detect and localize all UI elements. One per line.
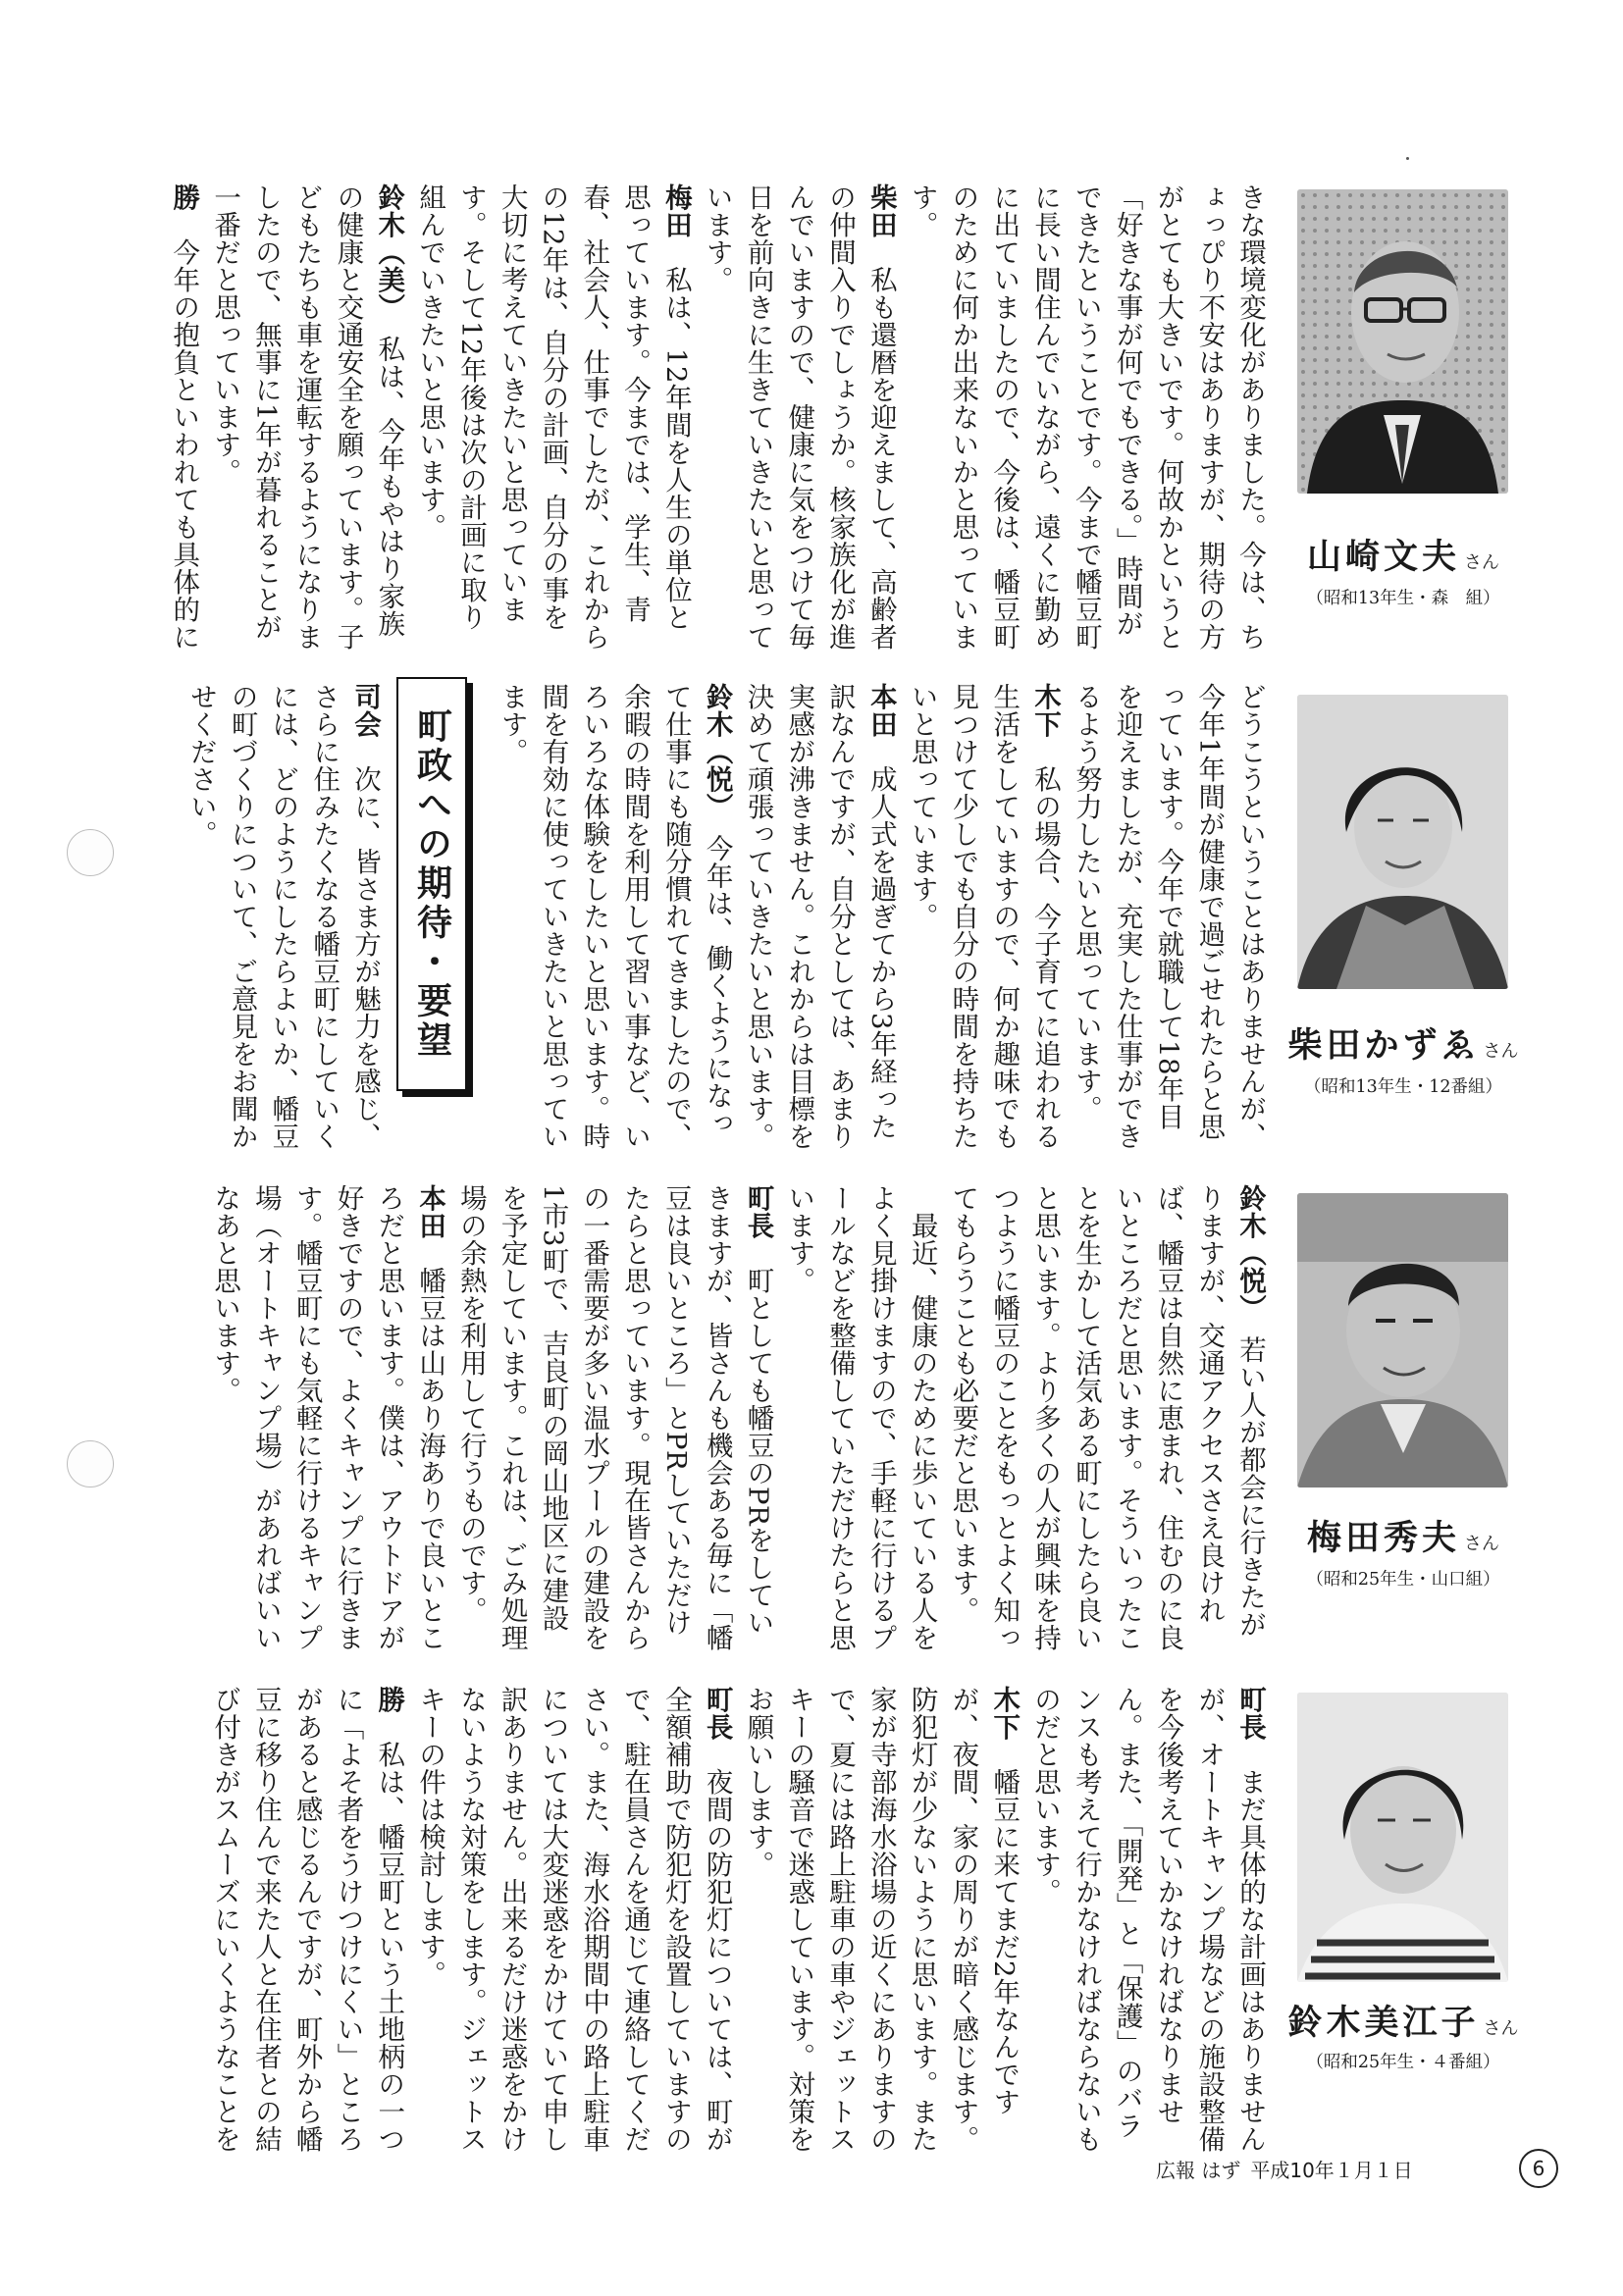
paragraph: 鈴木（悦） 今年は、働くようになって仕事にも随分慣れてきましたので、余暇の時間を利用して習い事など、いろいろな体験をしたいと思います。時間を有効に使っていきたいと思っています。	[496, 683, 733, 1150]
portrait-photo	[1297, 695, 1508, 989]
speaker-label: 柴田	[864, 183, 897, 238]
speaker-label: 勝	[168, 183, 200, 211]
speaker-label: 町長	[701, 1686, 733, 1741]
speaker-label: 町長	[742, 1184, 774, 1239]
publication-name: 広報 はず	[1156, 2159, 1241, 2182]
speaker-label: 司会	[349, 683, 381, 738]
speaker-label: 木下	[1029, 683, 1062, 738]
section-heading: 町政への期待・要望	[396, 677, 467, 1091]
paragraph: 町長 まだ具体的な計画はありませんが、オートキャンプ場などの施設整備を今後考えていかなければなりません。また、「開発」と「保護」のバランスも考えて行かなければならないものだと思います。	[1029, 1686, 1266, 2153]
speaker-label: 本田	[414, 1184, 446, 1239]
page-footer	[1156, 2155, 1413, 2183]
speaker-label: 町長	[1234, 1686, 1266, 1741]
punch-hole	[67, 1440, 114, 1487]
article-text	[139, 683, 385, 1152]
portrait-photo	[1297, 189, 1508, 494]
article-text	[139, 1686, 1270, 2159]
paragraph: 本田 幡豆は山あり海ありで良いところだと思います。僕は、アウトドアが好きですので、よくキャンプに行きます。幡豆町にも気軽に行けるキャンプ場（オートキャンプ場）があればいいなあと思います。	[209, 1184, 446, 1651]
speaker-label: 鈴木（悦）	[701, 683, 733, 808]
decoration	[1406, 157, 1409, 160]
paragraph: 鈴木（悦） 若い人が都会に行きたがりますが、交通アクセスさえ良ければ、幡豆は自然に恵まれ、住むのに良いところだと思います。そういったことを生かして活気ある町にしたら良いと思います。より多くの人が興味を持つように幡豆のことをもっとよく知ってもらうことも必要だと思います。	[947, 1184, 1266, 1651]
paragraph: 町長 町としても幡豆のPRをしていきますが、皆さんも機会ある毎に「幡豆は良いところ」とPRしていただけたらと思っています。現在皆さんからの一番需要が多い温水プールの建設を1市3町で、吉良町の岡山地区に建設を予定しています。これは、ごみ処理場の余熱を利用して行うものです。	[454, 1184, 774, 1651]
speaker-label: 本田	[864, 683, 897, 738]
paragraph: 本田 成人式を過ぎてから3年経った訳なんですが、自分としては、あまり実感が沸きません。これからは目標を決めて頑張っていきたいと思います。	[742, 683, 897, 1150]
issue-date: 平成10年１月１日	[1250, 2159, 1413, 2182]
paragraph: きな環境変化がありました。今は、ちょっぴり不安はありますが、期待の方がとても大きいです。何故かというと「好きな事が何でもできる。」時間ができたということです。今まで幡豆町に長い間住んでいながら、遠くに勤めに出ていましたので、今後は、幡豆町のために何か出来ないかと思っています。	[906, 183, 1266, 651]
paragraph: どうこうということはありませんが、今年1年間が健康で過ごせれたらと思っています。今年で就職して18年目を迎えましたが、充実した仕事ができるよう努力したいと思っています。	[1070, 683, 1266, 1150]
speaker-label: 鈴木（美）	[373, 183, 405, 308]
speaker-label: 鈴木（悦）	[1234, 1184, 1266, 1309]
speaker-label: 木下	[988, 1686, 1021, 1741]
person-name: 梅田秀夫 さん	[1306, 1519, 1499, 1558]
paragraph: 最近、健康のために歩いている人をよく見掛けますので、手軽に行けるプールなどを整備していただけたらと思います。	[783, 1184, 938, 1651]
person-info: （昭和25年生・山口組）	[1306, 1570, 1500, 1590]
person-name: 鈴木美江子 さん	[1287, 2004, 1519, 2043]
paragraph: 木下 私の場合、今子育てに追われる生活をしていますので、何か趣味でも見つけて少しでも自分の時間を持ちたいと思っています。	[906, 683, 1062, 1150]
person-info: （昭和13年生・12番組）	[1303, 1077, 1503, 1097]
portrait-photo	[1297, 1693, 1508, 1982]
person-info: （昭和13年生・森 組）	[1306, 589, 1500, 608]
person-info: （昭和25年生・４番組）	[1306, 2053, 1500, 2072]
punch-hole	[67, 829, 114, 876]
article-text	[139, 183, 1270, 652]
person-name: 柴田かずゑ さん	[1287, 1026, 1519, 1066]
paragraph: 町長 夜間の防犯灯については、町が全額補助で防犯灯を設置していますので、駐在員さんを通じて連絡してください。また、海水浴期間中の路上駐車については大変迷惑をかけていて申し訳ありません。出来るだけ迷惑をかけないような対策をします。ジェットスキーの件は検討します。	[414, 1686, 733, 2153]
speaker-label: 梅田	[659, 183, 692, 238]
speaker-label: 勝	[373, 1686, 405, 1713]
paragraph: 柴田 私も還暦を迎えまして、高齢者の仲間入りでしょうか。核家族化が進んでいますので、健康に気をつけて毎日を前向きに生きていきたいと思っています。	[701, 183, 897, 651]
paragraph: 梅田 私は、12年間を人生の単位と思っています。今までは、学生、青春、社会人、仕事でしたが、これからの12年は、自分の計画、自分の事を大切に考えていきたいと思っています。そして12年後は次の計画に取り組んでいきたいと思います。	[414, 183, 692, 651]
article-text	[139, 1184, 1270, 1653]
paragraph: 木下 幡豆に来てまだ2年なんですが、夜間、家の周りが暗く感じます。防犯灯が少ないように思います。また家が寺部海水浴場の近くにありますので、夏には路上駐車の車やジェットスキーの騒音で迷惑しています。対策をお願いします。	[742, 1686, 1021, 2153]
person-name: 山崎文夫 さん	[1306, 538, 1499, 577]
paragraph: 司会 次に、皆さま方が魅力を感じ、さらに住みたくなる幡豆町にしていくには、どのようにしたらよいか、幡豆の町づくりについて、ご意見をお聞かせください。	[184, 683, 381, 1150]
page-number: 6	[1519, 2149, 1558, 2188]
paragraph: 勝 今年の抱負といわれても具体的に	[168, 183, 200, 651]
paragraph: 鈴木（美） 私は、今年もやはり家族の健康と交通安全を願っています。子どもたちも車を運転するようになりましたので、無事に1年が暮れることが一番だと思っています。	[209, 183, 405, 651]
paragraph: 勝 私は、幡豆町という土地柄の一つに「よそ者をうけつけにくい」ところがあると感じるんですが、町外から幡豆に移り住んで来た人と在住者との結び付きがスムーズにいくようなことを	[209, 1686, 405, 2153]
article-text	[467, 683, 1270, 1152]
portrait-photo	[1297, 1193, 1508, 1487]
